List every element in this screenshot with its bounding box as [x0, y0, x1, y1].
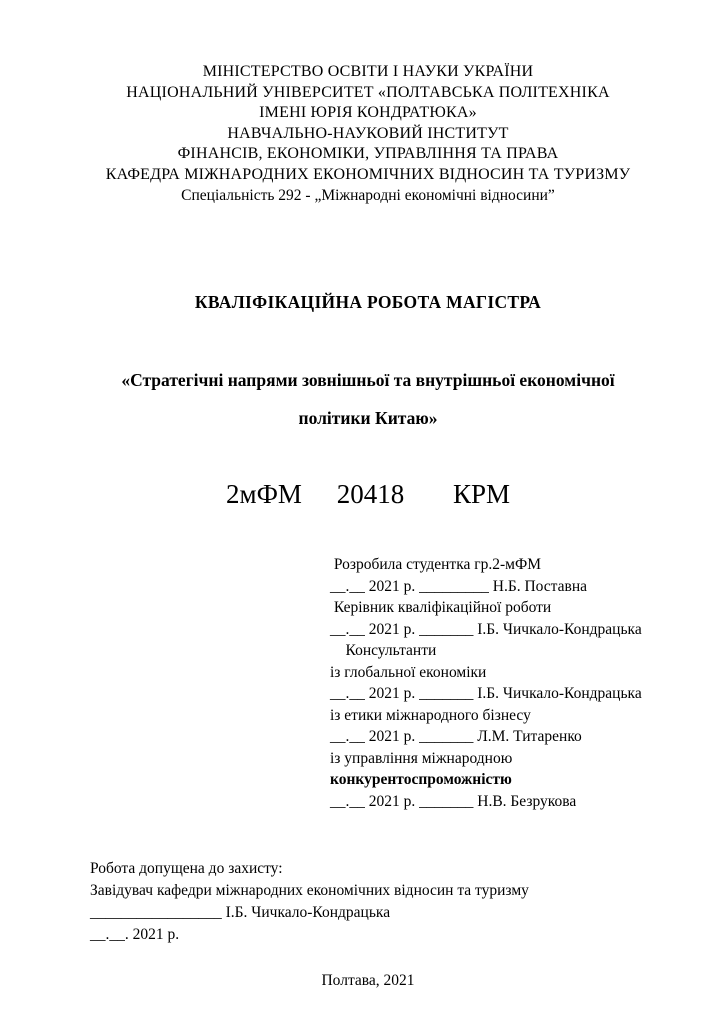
signature-block [330, 554, 646, 812]
department-line: КАФЕДРА МІЖНАРОДНИХ ЕКОНОМІЧНИХ ВІДНОСИН ТА ТУРИЗМУ [105, 165, 631, 183]
university-line-1: НАЦІОНАЛЬНИЙ УНІВЕРСИТЕТ «ПОЛТАВСЬКА ПОЛІТЕХНІКА [126, 83, 610, 101]
ministry-line: МІНІСТЕРСТВО ОСВІТИ І НАУКИ УКРАЇНИ [202, 63, 534, 80]
work-number: 20418 [336, 479, 405, 509]
consultant-3-subject-line-1: із управління міжнародною [330, 749, 513, 767]
city-year-line: Полтава, 2021 [321, 972, 415, 989]
consultant-1-signature-line: __.__ 2021 р. _______ І.Б. Чичкало-Кондрацька [330, 685, 642, 702]
institution-header [90, 62, 646, 206]
specialty-line: Спеціальність 292 - „Міжнародні економічні відносини” [181, 187, 555, 204]
supervisor-role-line: Керівник кваліфікаційної роботи [330, 599, 552, 616]
code-line [90, 479, 646, 510]
institute-line-2: ФІНАНСІВ, ЕКОНОМІКИ, УПРАВЛІННЯ ТА ПРАВА [177, 145, 559, 162]
consultant-3-subject-line-2: конкурентоспроможністю [330, 771, 512, 788]
work-type-heading: КВАЛІФІКАЦІЙНА РОБОТА МАГІСТРА [194, 292, 542, 312]
thesis-title [90, 361, 646, 437]
consultant-1-subject-line: із глобальної економіки [330, 663, 487, 681]
admission-block [90, 858, 646, 946]
institute-line-1: НАВЧАЛЬНО-НАУКОВИЙ ІНСТИТУТ [227, 124, 509, 142]
admission-date-line: __.__. 2021 р. [90, 926, 180, 943]
student-signature-line: __.__ 2021 р. _________ Н.Б. Поставна [330, 577, 588, 595]
consultant-3-signature-line: __.__ 2021 р. _______ Н.В. Безрукова [330, 792, 577, 810]
supervisor-signature-line: __.__ 2021 р. _______ І.Б. Чичкало-Кондрацька [330, 620, 642, 638]
thesis-title-line-2: політики Китаю» [298, 408, 438, 428]
university-line-2: ІМЕНІ ЮРІЯ КОНДРАТЮКА» [259, 104, 477, 121]
consultant-2-subject-line: із етики міжнародного бізнесу [330, 706, 531, 724]
admission-line-1: Робота допущена до захисту: [90, 860, 283, 877]
work-code: КРМ [452, 479, 510, 509]
thesis-title-line-1: «Стратегічні напрями зовнішньої та внутрішньої економічної [121, 370, 615, 390]
consultant-2-signature-line: __.__ 2021 р. _______ Л.М. Титаренко [330, 728, 582, 745]
group-code: 2мФМ [226, 479, 302, 509]
admission-signature-line: _________________ І.Б. Чичкало-Кондрацька [90, 904, 391, 921]
student-role-line: Розробила студентка гр.2-мФМ [330, 556, 541, 573]
consultants-heading-line: Консультанти [330, 642, 437, 659]
admission-line-2: Завідувач кафедри міжнародних економічних відносин та туризму [90, 882, 529, 899]
